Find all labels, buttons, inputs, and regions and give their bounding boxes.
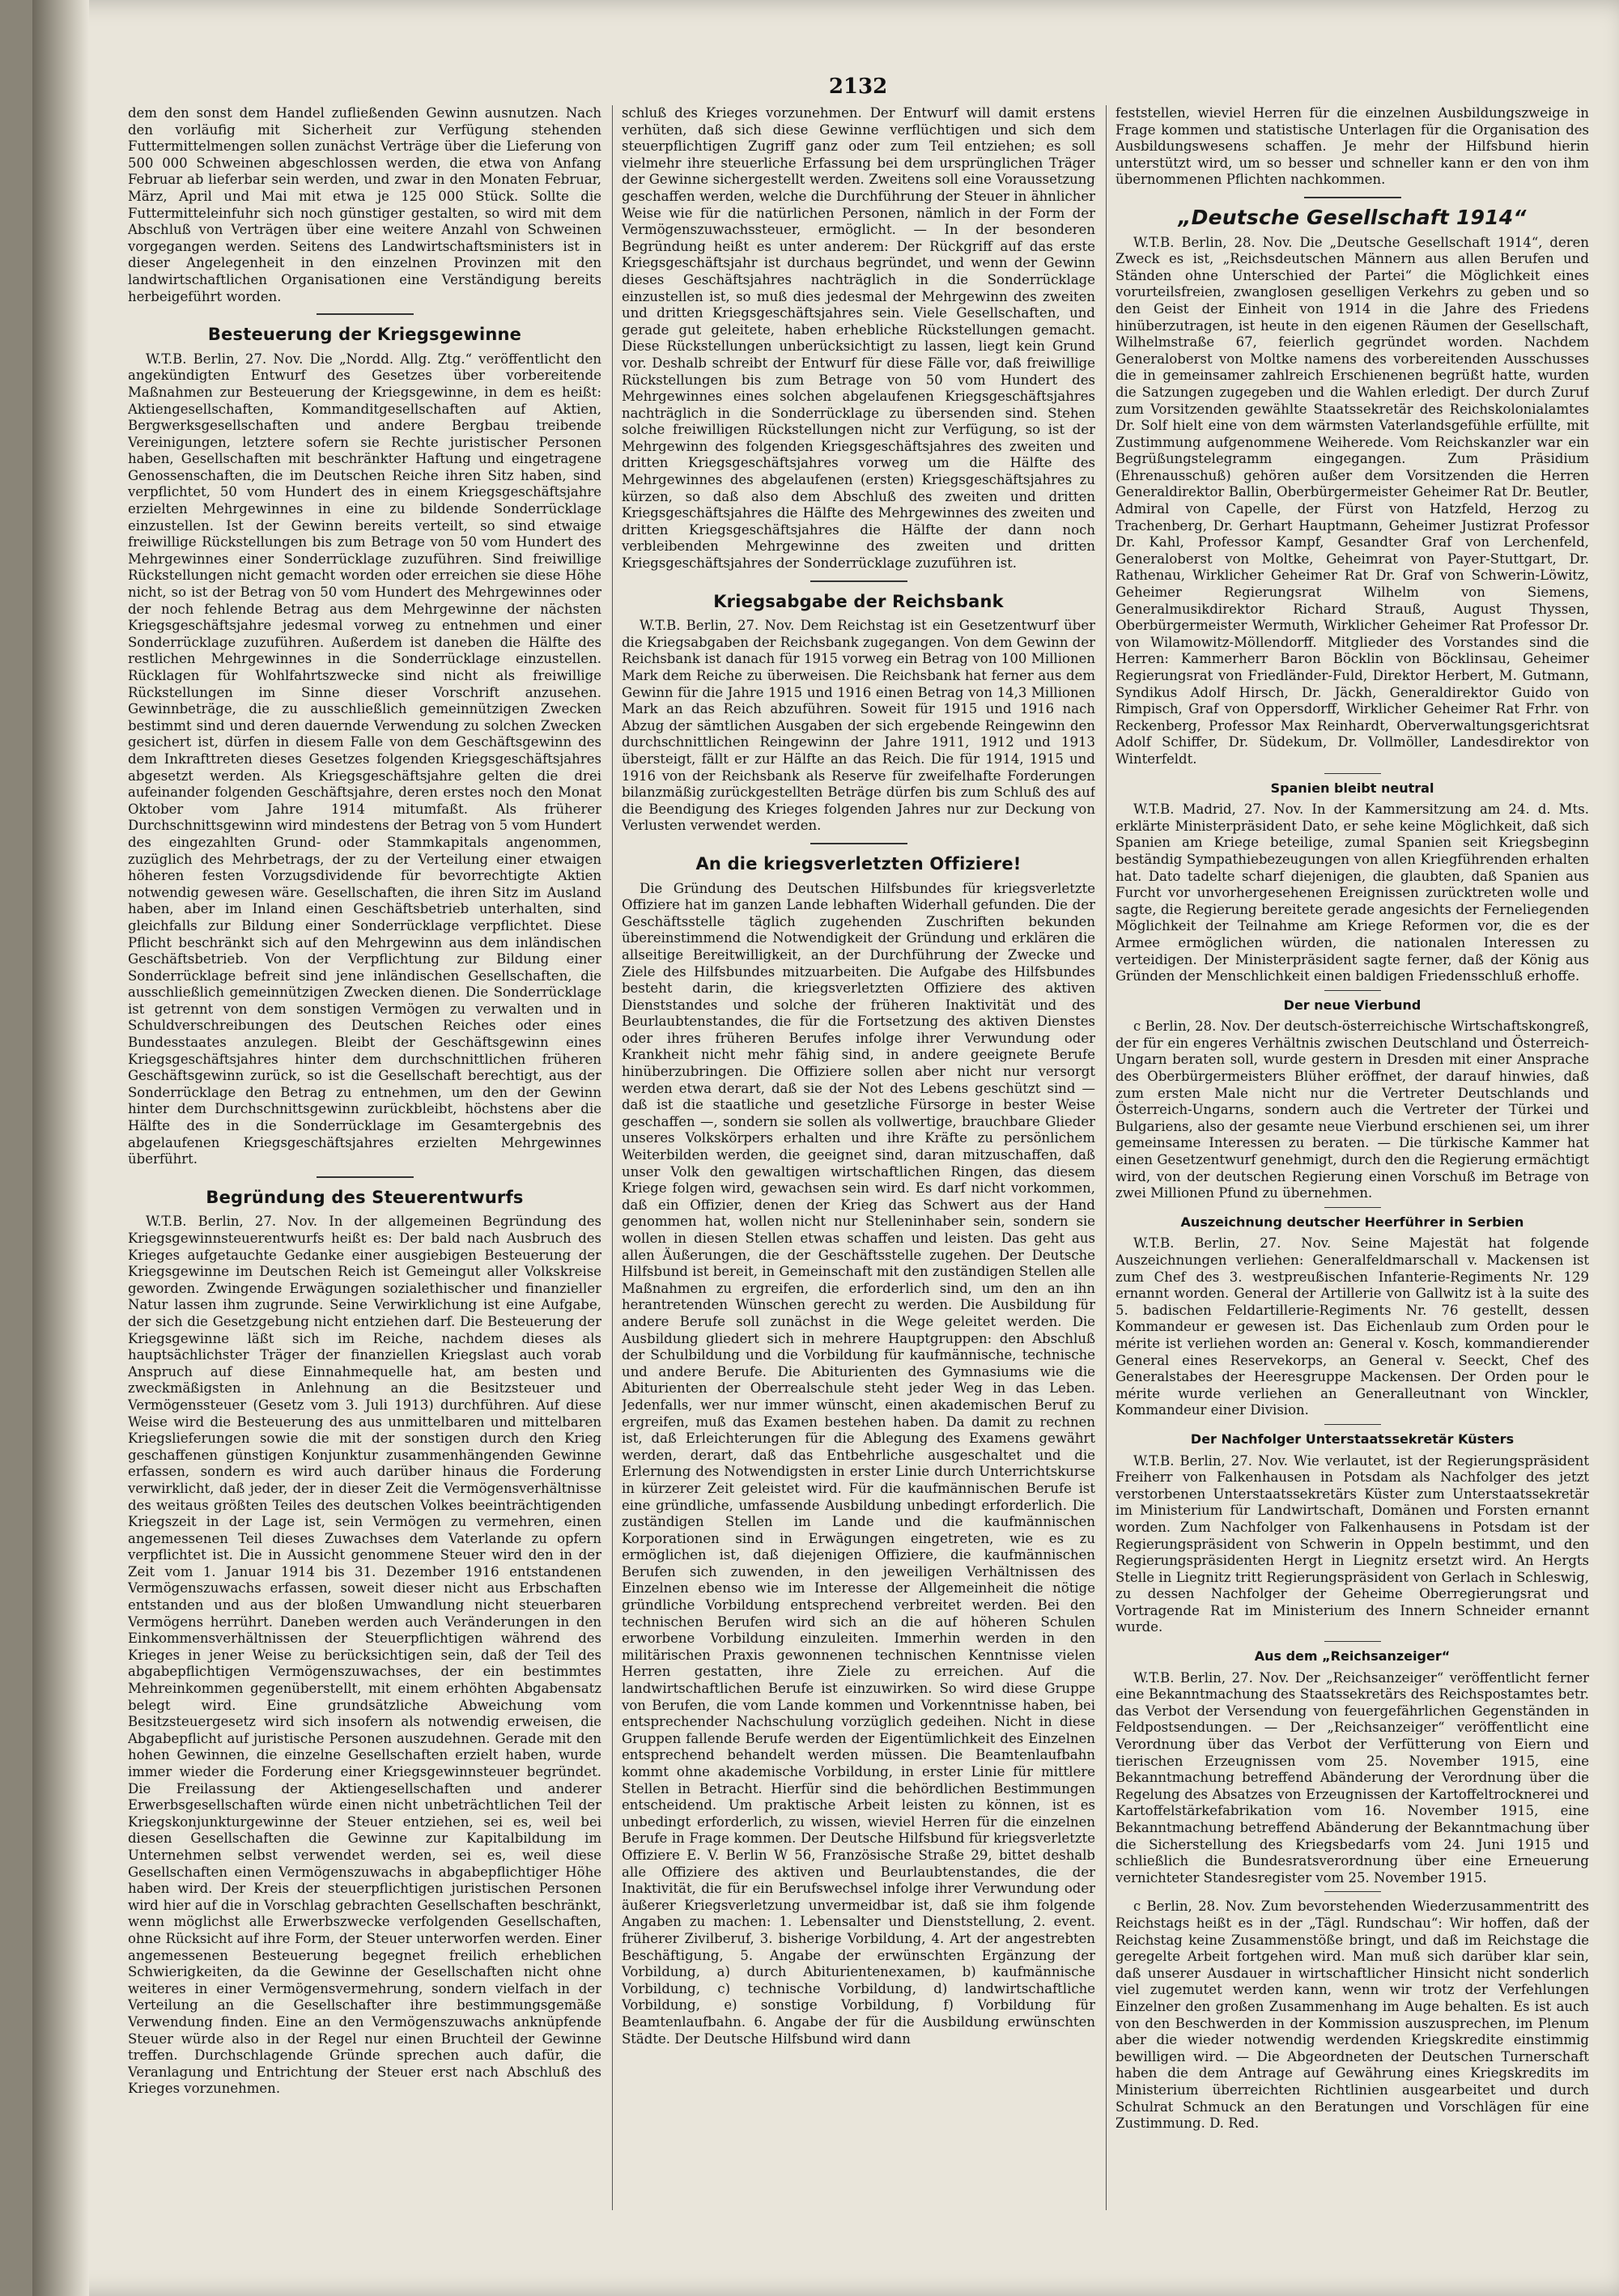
- article-paragraph: W.T.B. Berlin, 27. Nov. Seine Majestät hat folgende Auszeichnungen verliehen: Generalfeldmarschall v. Mackensen ist zum Chef des 3. westpreußischen Infanterie-Regiments Nr. 129 ernannt worden. General der Artillerie von Gallwitz ist à la suite des 5. badischen Feldartillerie-Regiments Nr. 76 gestellt, dessen Kommandeur er gewesen ist. Das Eichenlaub zum Orden pour le mérite ist verliehen worden an: General v. Kosch, kommandierender General eines Reservekorps, an General v. Seeckt, Chef des Generalstabes der Heeresgruppe Mackensen. Der Orden pour le mérite wurde verliehen an Generalleutnant von Winckler, Kommandeur einer Division.: [1115, 1235, 1589, 1418]
- headline-offiziere: An die kriegsverletzten Offiziere!: [695, 853, 1022, 874]
- headline-vierbund: Der neue Vierbund: [1283, 997, 1421, 1013]
- headline-reichsanzeiger: Aus dem „Reichsanzeiger“: [1254, 1648, 1451, 1665]
- article-paragraph: c Berlin, 28. Nov. Der deutsch-österreichische Wirtschaftskongreß, der für ein engeres Verhältnis zwischen Deutschland und Österreich-Ungarn beraten soll, wurde gestern in Dresden mit einer Ansprache des Oberbürgermeisters Blüher eröffnet, der darauf hinwies, daß zum ersten Male nicht nur die Vertreter Deutschlands und Österreich-Ungarns, sondern auch die Vertreter der Türkei und Bulgariens, also der gesamte neue Vierbund erschienen sei, um ihrer gemeinsame Interessen zu beraten. — Die türkische Kammer hat einen Gesetzentwurf genehmigt, durch den die Regierung ermächtigt wird, von der deutschen Regierung einen Vorschuß im Betrage von zwei Millionen Pfund zu übernehmen.: [1115, 1018, 1589, 1201]
- headline-steuerentwurf: Begründung des Steuerentwurfs: [206, 1187, 524, 1207]
- headline-spanien: Spanien bleibt neutral: [1270, 780, 1434, 796]
- article-continuation: dem den sonst dem Handel zufließenden Gewinn ausnutzen. Nach den vorläufig mit Sicherheit zur Verfügung stehenden Futtermittelmengen sollen zunächst Verträge über die Lieferung von 500 000 Schweinen abgeschlossen werden, die etwa von Anfang Februar ab lieferbar sein werden, und zwar in den Monaten Februar, März, April und Mai mit etwa je 125 000 Stück. Sollte die Futtermitteleinfuhr sich noch günstiger gestalten, so wird mit dem Abschluß von Verträgen über eine weitere Anzahl von Schweinen vorgegangen werden. Seitens des Landwirtschaftsministers ist in dieser Angelegenheit in den einzelnen Provinzen mit den landwirtschaftlichen Organisationen eine Verständigung bereits herbeigeführt worden.: [128, 105, 601, 304]
- column-left: [128, 105, 601, 2243]
- column-rule: [612, 105, 613, 2210]
- separator: [810, 843, 907, 844]
- article-paragraph: Die Gründung des Deutschen Hilfsbundes für kriegsverletzte Offiziere hat im ganzen Lande lebhaften Widerhall gefunden. Die der Geschäftsstelle täglich zugehenden Zuschriften bekunden übereinstimmend die Notwendigkeit der Gründung und erklären die allseitige Bereitwilligkeit, an der Durchführung der Zwecke und Ziele des Hilfsbundes mitzuarbeiten. Die Aufgabe des Hilfsbundes besteht darin, die kriegsverletzten Offiziere des aktiven Dienststandes und solche der früheren Inaktivität und des Beurlaubtenstandes, die für die Fortsetzung des aktiven Dienstes oder ihres früheren Berufes infolge ihrer Verwundung oder Krankheit nicht mehr fähig sind, in andere geeignete Berufe hinüberzubringen. Die Offiziere sollen aber nicht nur versorgt werden etwa derart, daß sie der Not des Lebens geschützt sind — daß ist die staatliche und gesetzliche Fürsorge in bester Weise geschaffen —, sondern sie sollen als vollwertige, brauchbare Glieder unseres Volkskörpers erhalten und ihre Kräfte zu persönlichem Weiterbilden werden, die geeignet sind, daran mitzuschaffen, daß unser Volk den gewaltigen wirtschaftlichen Ringen, das diesem Kriege folgen wird, gewachsen sein wird. Es darf nicht vorkommen, daß ein Offizier, denen der Krieg das Schwert aus der Hand genommen hat, wollen nicht nur Stelleninhaber sein, sondern sie wollen in diesen Stellen etwas schaffen und leisten. Das geht aus allen Äußerungen, die der Geschäftsstelle zugehen. Der Deutsche Hilfsbund ist bereit, in Gemeinschaft mit den zuständigen Stellen alle Maßnahmen zu ergreifen, die erforderlich sind, um den an ihn herantretenden Wünschen gerecht zu werden. Die Ausbildung für andere Berufe soll zunächst in die Wege geleitet werden. Die Ausbildung gliedert sich in mehrere Hauptgruppen: den Abschluß der Schulbildung und die Vorbildung für kaufmännische, technische und andere Berufe. Die Abiturienten des Gymnasiums wie die Abiturienten der Oberrealschule steht jeder Weg in das Leben. Jedenfalls, wer nur immer wünscht, einen akademischen Beruf zu ergreifen, muß das Examen bestehen haben. Da damit zu rechnen ist, daß Erleichterungen für die Ablegung des Examens gewährt werden, derart, daß das Entbehrliche ausgeschaltet und die Erlernung des Notwendigsten in erster Linie durch Unterrichtskurse in kürzerer Zeit geleistet wird. Für die kaufmännischen Berufe ist eine gründliche, umfassende Ausbildung unbedingt erforderlich. Die zuständigen Stellen im Lande und die kaufmännischen Korporationen sind in Erwägungen eingetreten, wie es zu ermöglichen ist, daß diejenigen Offiziere, die kaufmännischen Berufen sich zuwenden, in den jeweiligen Verhältnissen des Einzelnen ebenso wie im Interesse der Allgemeinheit die nötige gründliche Vorbildung entsprechend verbreitet werden. Bei den technischen Berufen wird sich an die auf höheren Schulen erworbene Vorbildung einzuleiten. Immerhin werden in den militärischen Praxis gewonnenen technischen Kenntnisse vielen Herren gestatten, ihre Ziele zu erreichen. Auf die landwirtschaftlichen Berufe ist einzuwirken. So wird diese Gruppe von Berufen, die vom Lande kommen und Vorkenntnisse haben, bei entsprechender Nachschulung vorzüglich gedeihen. Nicht in diese Gruppen fallende Berufe werden der Eigentümlichkeit des Einzelnen entsprechend behandelt werden müssen. Die Beamtenlaufbahn kommt ohne akademische Vorbildung, in erster Linie für mittlere Stellen in Betracht. Hierfür sind die behördlichen Bestimmungen entscheidend. Um praktische Arbeit leisten zu können, ist es unbedingt erforderlich, zu wissen, wieviel Herren für die einzelnen Berufe in Frage kommen. Der Deutsche Hilfsbund für kriegsverletzte Offiziere E. V. Berlin W 56, Französische Straße 29, bittet deshalb alle Offiziere des aktiven und Beurlaubtenstandes, die der Inaktivität, die für ein Berufswechsel infolge ihrer Verwundung oder äußerer Kriegsverletzung unvermeidbar ist, daß sie ihm folgende Angaben zu machen: 1. Lebensalter und Dienststellung, 2. event. früherer Zivilberuf, 3. bisherige Vorbildung, 4. Art der angestrebten Beschäftigung, 5. Angabe der erwünschten Ergänzung der Vorbildung, a) durch Abiturientenexamen, b) kaufmännische Vorbildung, c) technische Vorbildung, d) landwirtschaftliche Vorbildung, e) sonstige Vorbildung, f) Vorbildung für Beamtenlaufbahn. 6. Angabe der für die Ausbildung erwünschten Städte. Der Deutsche Hilfsbund wird dann: [622, 880, 1095, 2047]
- separator: [317, 1176, 414, 1178]
- article-paragraph: W.T.B. Berlin, 28. Nov. Die „Deutsche Gesellschaft 1914“, deren Zweck es ist, „Reichsdeutschen Männern aus allen Berufen und Ständen ohne Unterschied der Partei“ die Möglichkeit eines vorurteilsfreien, zwanglosen geselligen Verkehrs zu geben und so den Geist der Einheit von 1914 in die Jahre des Friedens hinüberzutragen, ist heute in den eigenen Räumen der Gesellschaft, Wilhelmstraße 67, feierlich gegründet worden. Nachdem Generaloberst von Moltke namens des vorbereitenden Ausschusses die in gemeinsamer zahlreich Erschienenen begrüßt hatte, wurden die Satzungen zugegeben und die Wahlen erledigt. Der durch Zuruf zum Vorsitzenden gewählte Staatssekretär des Reichskolonialamtes Dr. Solf hielt eine von dem wärmsten Vaterlandsgefühle erfüllte, mit Zustimmung aufgenommene Weiherede. Vom Reichskanzler war ein Begrüßungstelegramm eingegangen. Zum Präsidium (Ehrenausschuß) gehören außer dem Vorsitzenden die Herren Generaldirektor Ballin, Oberbürgermeister Geheimer Rat Dr. Beutler, Admiral von Capelle, der Fürst von Hatzfeld, Herzog zu Trachenberg, Dr. Gerhart Hauptmann, Geheimer Justizrat Professor Dr. Kahl, Professor Kampf, Gesandter Graf von Lerchenfeld, Generaloberst von Moltke, Geheimrat von Payer-Stuttgart, Dr. Rathenau, Wirklicher Geheimer Rat Dr. Graf von Schwerin-Löwitz, Geheimer Regierungsrat Wilhelm von Siemens, Generalmusikdirektor Richard Strauß, August Thyssen, Oberbürgermeister Wermuth, Wirklicher Geheimer Rat Professor Dr. von Wilamowitz-Möllendorff. Mitglieder des Vorstandes sind die Herren: Kammerherr Baron Böcklin von Böcklinsau, Geheimer Regierungsrat von Friedländer-Fuld, Direktor Herbert, M. Gutmann, Syndikus Adolf Hirsch, Dr. Jäckh, Generaldirektor Guido von Rimpisch, Graf von Oppersdorff, Wirklicher Geheimer Rat Frhr. von Reckenberg, Professor Max Reinhardt, Oberverwaltungsgerichtsrat Adolf Schiffer, Dr. Südekum, Dr. Vollmöller, Landesdirektor von Winterfeldt.: [1115, 234, 1589, 767]
- column-right: [1115, 105, 1589, 2243]
- separator: [317, 313, 414, 315]
- separator: [810, 580, 907, 582]
- article-paragraph: W.T.B. Berlin, 27. Nov. Wie verlautet, ist der Regierungspräsident Freiherr von Falkenhausen in Potsdam als Nachfolger des jetzt verstorbenen Unterstaatssekretärs Küster zum Unterstaatssekretär im Ministerium für Landwirtschaft, Domänen und Forsten ernannt worden. Zum Nachfolger von Falkenhausens in Potsdam ist der Regierungspräsident von Schwerin in Oppeln bestimmt, und den Regierungspräsidenten Hergt in Liegnitz ersetzt wird. An Hergts Stelle in Liegnitz tritt Regierungspräsident von Gerlach in Schleswig, zu dessen Nachfolger der Geheime Oberregierungsrat und Vortragende Rat im Ministerium des Innern Schneider ernannt wurde.: [1115, 1452, 1589, 1635]
- headline-kriegsgewinne: Besteuerung der Kriegsgewinne: [207, 325, 522, 345]
- article-continuation: feststellen, wieviel Herren für die einzelnen Ausbildungszweige in Frage kommen und statistische Unterlagen für die Organisation des Ausbildungswesens schaffen. Je mehr der Hilfsbund hierin unterstützt wird, um so besser und schneller kann er den von ihm übernommenen Pflichten nachkommen.: [1115, 105, 1589, 188]
- separator: [1324, 990, 1381, 991]
- separator: [1324, 773, 1381, 774]
- article-continuation: schluß des Krieges vorzunehmen. Der Entwurf will damit erstens verhüten, daß sich diese Gewinne verflüchtigen und sich dem steuerpflichtigen Zugriff ganz oder zum Teil entziehen; es soll vielmehr ihre steuerliche Erfassung bei dem ursprünglichen Träger der Gewinne sichergestellt werden. Zweitens soll eine Voraussetzung geschaffen werden, welche die Durchführung der Steuer in ähnlicher Weise wie für die natürlichen Personen, nämlich in der Form der Vermögenszuwachssteuer, ermöglicht. — In der besonderen Begründung heißt es unter anderem: Der Rückgriff auf das erste Kriegsgeschäftsjahr ist durchaus begründet, und wenn der Gewinn dieses Geschäftsjahres nachträglich in die Sonderrücklage einzustellen ist, so muß dies jedesmal der Mehrgewinn des zweiten und dritten Kriegsgeschäftsjahres sein. Viele Gesellschaften, und gerade gut geleitete, haben erhebliche Rückstellungen gemacht. Diese Rückstellungen unberücksichtigt zu lassen, liegt kein Grund vor. Deshalb schreibt der Entwurf für diese Fälle vor, daß freiwillige Rückstellungen bis zum Betrage von 50 vom Hundert des Mehrgewinnes eines solchen abgelaufenen Kriegsgeschäftsjahres nachträglich in die Sonderrücklage zu übersenden sind. Stehen solche freiwilligen Rückstellungen nicht zur Verfügung, so ist der Mehrgewinn des folgenden Kriegsgeschäftsjahres des zweiten und dritten Kriegsgeschäftsjahres vorweg um die Hälfte des Mehrgewinnes des abgelaufenen (ersten) Kriegsgeschäftsjahres zu kürzen, so daß also dem Abschluß des zweiten und dritten Kriegsgeschäftsjahres die Hälfte des Mehrgewinnes des zweiten und dritten Kriegsgeschäftsjahres die Hälfte der dann noch verbleibenden Mehrgewinne des zweiten und dritten Kriegsgeschäftsjahres der Sonderrücklage zuzuführen ist.: [622, 105, 1095, 572]
- article-paragraph: W.T.B. Berlin, 27. Nov. Die „Nordd. Allg. Ztg.“ veröffentlicht den angekündigten Entwurf des Gesetzes über vorbereitende Maßnahmen zur Besteuerung der Kriegsgewinne, in dem es heißt: Aktiengesellschaften, Kommanditgesellschaften auf Aktien, Bergwerksgesellschaften und andere Bergbau treibende Vereinigungen, letztere sofern sie Rechte juristischer Personen haben, Gesellschaften mit beschränkter Haftung und eingetragene Genossenschaften, die im Deutschen Reiche ihren Sitz haben, sind verpflichtet, 50 vom Hundert des in einem Kriegsgeschäftsjahre erzielten Mehrgewinnes in eine zu bildende Sonderrücklage einzustellen. Ist der Gewinn bereits verteilt, so sind etwaige freiwillige Rückstellungen bis zum Betrage von 50 vom Hundert des Mehrgewinnes einer Sonderrücklage zuzuführen. Sind freiwillige Rückstellungen nicht gemacht worden oder erreichen sie diese Höhe nicht, so ist der Betrag von 50 vom Hundert des Mehrgewinnes oder der noch fehlende Betrag aus dem Mehrgewinne der nächsten Kriegsgeschäftsjahre jedesmal vorweg zu entnehmen und einer Sonderrücklage zuzuführen. Außerdem ist daneben die Hälfte des restlichen Mehrgewinnes in die Sonderrücklage einzustellen. Rücklagen für Wohlfahrtszwecke sind nicht als freiwillige Rückstellungen im Sinne dieser Vorschrift anzusehen. Gewinnbeträge, die zu ausschließlich gemeinnützigen Zwecken bestimmt sind und deren dauernde Verwendung zu solchen Zwecken gesichert ist, dürfen in diesem Falle von dem Geschäftsgewinn des dem Inkrafttreten dieses Gesetzes folgenden Kriegsgeschäftsjahres abgesetzt werden. Als Kriegsgeschäftsjahre gelten die drei aufeinander folgenden Geschäftsjahre, deren erstes noch den Monat Oktober vom Jahre 1914 mitumfaßt. Als früherer Durchschnittsgewinn wird mindestens der Betrag von 5 vom Hundert des eingezahlten Grund- oder Stammkapitals angenommen, zuzüglich des Mehrbetrags, der zu der Verteilung einer etwaigen höheren festen Vorzugsdividende für bevorrechtigte Aktien notwendig gewesen wäre. Gesellschaften, die ihren Sitz im Ausland haben, aber im Inland einen Geschäftsbetrieb unterhalten, sind gleichfalls zur Bildung einer Sonderrücklage verpflichtet. Diese Pflicht beschränkt sich auf den Mehrgewinn aus dem inländischen Geschäftsbetrieb. Von der Verpflichtung zur Bildung einer Sonderrücklage befreit sind jene inländischen Gesellschaften, die ausschließlich gemeinnützigen Zwecken dienen. Die Sonderrücklage ist getrennt von dem sonstigen Vermögen zu verwalten und in Schuldverschreibungen des Deutschen Reiches oder eines Bundesstaates anzulegen. Bleibt der Geschäftsgewinn eines Kriegsgeschäftsjahres hinter dem durchschnittlichen früheren Geschäftsgewinn zurück, so ist die Gesellschaft berechtigt, aus der Sonderrücklage den Betrag zu entnehmen, um den der Gewinn hinter dem Durchschnittsgewinn zurückbleibt, höchstens aber die Hälfte des in die Sonderrücklage im Gesamtergebnis des abgelaufenen Kriegsgeschäftsjahres erzielten Mehrgewinnes überführt.: [128, 351, 601, 1167]
- headline-reichsbank: Kriegsabgabe der Reichsbank: [713, 591, 1004, 611]
- separator: [1304, 197, 1401, 198]
- article-paragraph: W.T.B. Madrid, 27. Nov. In der Kammersitzung am 24. d. Mts. erklärte Ministerpräsident Dato, er sehe keine Möglichkeit, daß sich Spanien am Kriege beteilige, zumal Spanien seit Kriegsbeginn beständig Sympathiebezeugungen von allen Kriegführenden erhalten hat. Dato tadelte scharf diejenigen, die glaubten, daß Spanien aus Furcht vor unvorhergesehenen Ereignissen zurücktreten wolle und sagte, die Regierung bereitete gerade angesichts der Ferneliegenden Möglichkeit der Teilnahme am Kriege Reformen vor, die es der Armee ermöglichen würden, die nationalen Interessen zu verteidigen. Der Ministerpräsident sagte ferner, daß der König aus Gründen der Menschlichkeit einen baldigen Friedensschluß erhoffe.: [1115, 801, 1589, 984]
- column-rule: [1106, 105, 1107, 2210]
- article-paragraph: W.T.B. Berlin, 27. Nov. Der „Reichsanzeiger“ veröffentlicht ferner eine Bekanntmachung des Staatssekretärs des Reichspostamtes betr. das Verbot der Versendung von feuergefährlichen Gegenständen in Feldpostsendungen. — Der „Reichsanzeiger“ veröffentlicht eine Verordnung über das Verbot der Verfütterung von Eiern und tierischen Erzeugnissen vom 25. November 1915, eine Bekanntmachung betreffend Abänderung der Verordnung über die Regelung des Absatzes von Erzeugnissen der Kartoffeltrocknerei und Kartoffelstärkefabrikation vom 16. November 1915, eine Bekanntmachung betreffend Abänderung der Bekanntmachung über die Sicherstellung des Kriegsbedarfs vom 24. Juni 1915 und schließlich die Bundesratsverordnung über eine Erneuerung vernichteter Standesregister vom 25. November 1915.: [1115, 1669, 1589, 1886]
- separator: [1324, 1207, 1381, 1208]
- separator: [1324, 1891, 1381, 1892]
- page-number: 2132: [828, 74, 888, 99]
- article-paragraph: c Berlin, 28. Nov. Zum bevorstehenden Wiederzusammentritt des Reichstags heißt es in der „Tägl. Rundschau“: Wir hoffen, daß der Reichstag keine Zusammenstöße bringt, und daß im Reichstage die geregelte Arbeit fortgehen wird. Man muß sich darüber klar sein, daß unserer Ausdauer in wirtschaftlicher Hinsicht nicht sonderlich viel zugemutet werden kann, wenn wir trotz der Verfehlungen Einzelner den großen Zusammenhang im Auge behalten. Es ist auch von den Beschwerden in der Kommission auszusprechen, im Plenum aber die wieder notwendig werdenden Kriegskredite einstimmig bewilligen wird. — Die Abgeordneten der Deutschen Turnerschaft haben die dem Antrage auf Gewährung eines Kriegskredits im Ministerium überreichten Richtlinien ausgearbeitet und durch Schulrat Schmuck an den Beratungen und Vorschlägen für eine Zustimmung. D. Red.: [1115, 1898, 1589, 2132]
- headline-gesellschaft-1914: „Deutsche Gesellschaft 1914“: [1178, 205, 1527, 229]
- newspaper-page: [32, 0, 1619, 2296]
- headline-nachfolger: Der Nachfolger Unterstaatssekretär Küsters: [1190, 1431, 1515, 1447]
- column-middle: [622, 105, 1095, 2243]
- binding-gutter: [32, 0, 89, 2296]
- article-paragraph: W.T.B. Berlin, 27. Nov. In der allgemeinen Begründung des Kriegsgewinnsteuerentwurfs heißt es: Der bald nach Ausbruch des Krieges aufgetauchte Gedanke einer ausgiebigen Besteuerung der Kriegsgewinne im Deutschen Reich ist Gemeingut aller Volkskreise geworden. Zwingende Erwägungen sozialethischer und finanzieller Natur lassen ihm zugrunde. Seine Verwirklichung ist eine Aufgabe, der sich die Gesetzgebung nicht entziehen darf. Die Besteuerung der Kriegsgewinne läßt sich im Reiche, nachdem dieses als hauptsächlichster Träger der finanziellen Kriegslast auch vorab Anspruch auf diese Einnahmequelle hat, am besten und zweckmäßigsten in Anlehnung an die Besitzsteuer und Vermögenssteuer (Gesetz vom 3. Juli 1913) durchführen. Auf diese Weise wird die Besteuerung des aus unmittelbaren und mittelbaren Kriegslieferungen sowie die mit der sonstigen durch den Krieg geschaffenen günstigen Konjunktur zusammenhängenden Gewinne erfassen, sondern es wird auch darüber hinaus die Forderung verwirklicht, daß jeder, der in dieser Zeit die Vermögensverhältnisse des weitaus größten Teiles des deutschen Volkes beeinträchtigenden Kriegszeit in der Lage ist, sein Vermögen zu vermehren, einen angemessenen Teil dieses Zuwachses dem Vaterlande zu opfern verpflichtet ist. Die in Aussicht genommene Steuer wird den in der Zeit vom 1. Januar 1914 bis 31. Dezember 1916 entstandenen Vermögenszuwachs erfassen, soweit dieser nicht aus Erbschaften entstanden und aus der bloßen Umwandlung nicht steuerbaren Vermögens herrührt. Daneben werden auch Veränderungen in den Einkommensverhältnissen der Steuerpflichtigen während des Krieges in jener Weise zu berücksichtigen sein, daß der Teil des abgabepflichtigen Vermögenszuwachses, der ein bestimmtes Mehreinkommen gegenüberstellt, mit einem erhöhten Abgabensatz belegt wird. Eine grundsätzliche Abweichung vom Besitzsteuergesetz wird sich insofern als notwendig erweisen, die Abgabepflicht auf juristische Personen auszudehnen. Gerade mit den hohen Gewinnen, die einzelne Gesellschaften erzielt haben, wurde immer wieder die Forderung einer Kriegsgewinnsteuer begründet. Die Freilassung der Aktiengesellschaften und anderer Erwerbsgesellschaften würde einen nicht unbeträchtlichen Teil der Kriegskonjunkturgewinne der Steuer entziehen, sei es, weil bei diesen Gesellschaften die Gewinne zur Kapitalbildung im Unternehmen selbst verwendet werden, sei es, weil diese Gesellschaften einen Vermögenszuwachs in abgabepflichtiger Höhe haben wird. Der Kreis der steuerpflichtigen juristischen Personen wird hier auf die in Vorschlag gebrachten Gesellschaften beschränkt, wenn möglichst alle Erwerbszwecke verfolgenden Gesellschaften, ohne Rücksicht auf ihre Form, der Steuer unterworfen werden. Einer angemessenen Besteuerung begegnet freilich erheblichen Schwierigkeiten, da die Gewinne der Gesellschaften nicht ohne weiteres in einer Vermögensvermehrung, sondern vielfach in der Verteilung an die Gesellschafter ihre bestimmungsgemäße Verwendung finden. Eine an den Vermögenszuwachs anknüpfende Steuer würde also in der Regel nur einen Bruchteil der Gewinne treffen. Durchschlagende Gründe sprechen auch dafür, die Veranlagung und Entrichtung der Steuer erst nach Abschluß des Krieges vorzunehmen.: [128, 1214, 601, 2097]
- separator: [1324, 1424, 1381, 1425]
- headline-auszeichnung: Auszeichnung deutscher Heerführer in Serbien: [1180, 1214, 1524, 1230]
- separator: [1324, 1641, 1381, 1642]
- article-paragraph: W.T.B. Berlin, 27. Nov. Dem Reichstag ist ein Gesetzentwurf über die Kriegsabgaben der Reichsbank zugegangen. Von dem Gewinn der Reichsbank ist danach für 1915 vorweg ein Betrag von 100 Millionen Mark dem Reiche zu überweisen. Die Reichsbank hat ferner aus dem Gewinn für die Jahre 1915 und 1916 einen Betrag von 14,3 Millionen Mark an das Reich abzuführen. Soweit für 1915 und 1916 nach Abzug der sämtlichen Ausgaben der sich ergebende Reingewinn den durchschnittlichen Reingewinn der Jahre 1911, 1912 und 1913 übersteigt, fällt er zur Hälfte an das Reich. Die für 1914, 1915 und 1916 von der Reichsbank als Reserve für zweifelhafte Forderungen bilanzmäßig zurückgestellten Beträge dürfen bis zum Schluß des auf die Beendigung des Krieges folgenden Jahres nur zur Deckung von Verlusten verwendet werden.: [622, 618, 1095, 834]
